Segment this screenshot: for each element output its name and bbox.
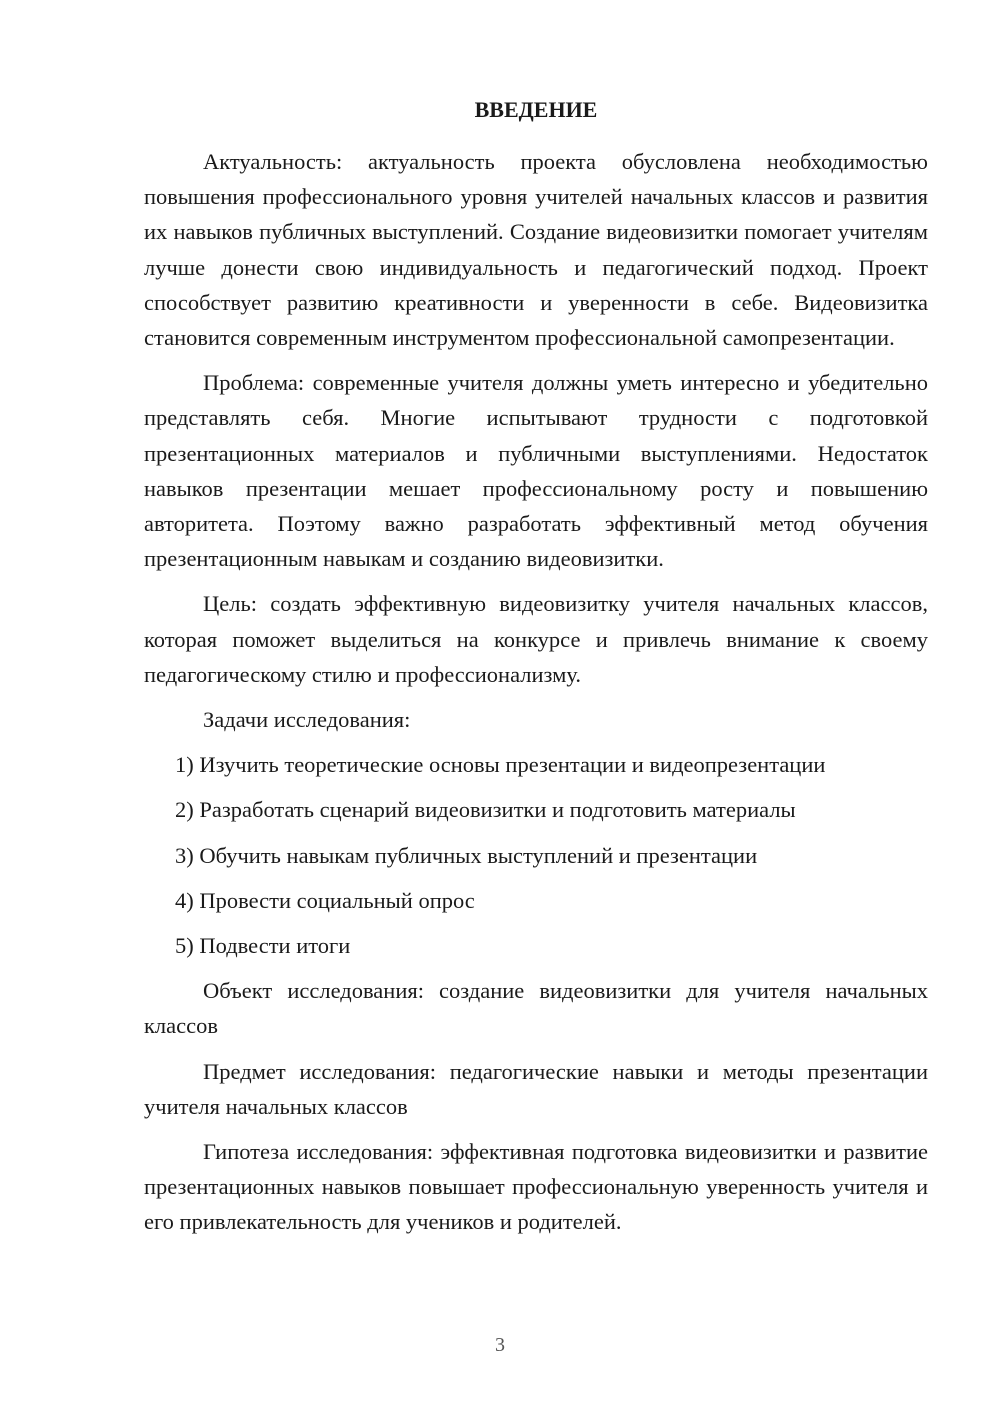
- page-body: [144, 96, 928, 1240]
- section-title: ВВЕДЕНИЕ: [474, 97, 598, 122]
- page-number: 3: [495, 1334, 505, 1356]
- paragraph-object: Объект исследования: создание видеовизитки для учителя начальных классов: [144, 978, 928, 1039]
- task-item: 3) Обучить навыкам публичных выступлений и презентации: [175, 842, 758, 868]
- task-list: [144, 747, 928, 963]
- task-item: 4) Провести социальный опрос: [175, 887, 475, 913]
- paragraph-hypothesis: Гипотеза исследования: эффективная подготовка видеовизитки и развитие презентационных навыков повышает профессиональную уверенность учителя и его привлекательность для учеников и родителей.: [144, 1139, 928, 1235]
- task-item: 1) Изучить теоретические основы презентации и видеопрезентации: [175, 752, 826, 778]
- paragraph-subject: Предмет исследования: педагогические навыки и методы презентации учителя начальных классов: [144, 1058, 928, 1119]
- task-item: 2) Разработать сценарий видеовизитки и подготовить материалы: [175, 797, 796, 823]
- task-item: 5) Подвести итоги: [175, 933, 351, 959]
- paragraph-goal: Цель: создать эффективную видеовизитку учителя начальных классов, которая поможет выделиться на конкурсе и привлечь внимание к своему педагогическому стилю и профессионализму.: [144, 591, 928, 687]
- paragraph-problem: Проблема: современные учителя должны уметь интересно и убедительно представлять себя. Многие испытывают трудности с подготовкой презентационных материалов и публичными выступлениями. Недостаток навыков презентации мешает профессиональному росту и повышению авторитета. Поэтому важно разработать эффективный метод обучения презентационным навыкам и созданию видеовизитки.: [144, 370, 928, 572]
- tasks-heading: Задачи исследования:: [203, 707, 411, 733]
- paragraph-relevance: Актуальность: актуальность проекта обусловлена необходимостью повышения профессионального уровня учителей начальных классов и развития их навыков публичных выступлений. Создание видеовизитки помогает учителям лучше донести свою индивидуальность и педагогический подход. Проект способствует развитию креативности и уверенности в себе. Видеовизитка становится современным инструментом профессиональной самопрезентации.: [144, 149, 928, 351]
